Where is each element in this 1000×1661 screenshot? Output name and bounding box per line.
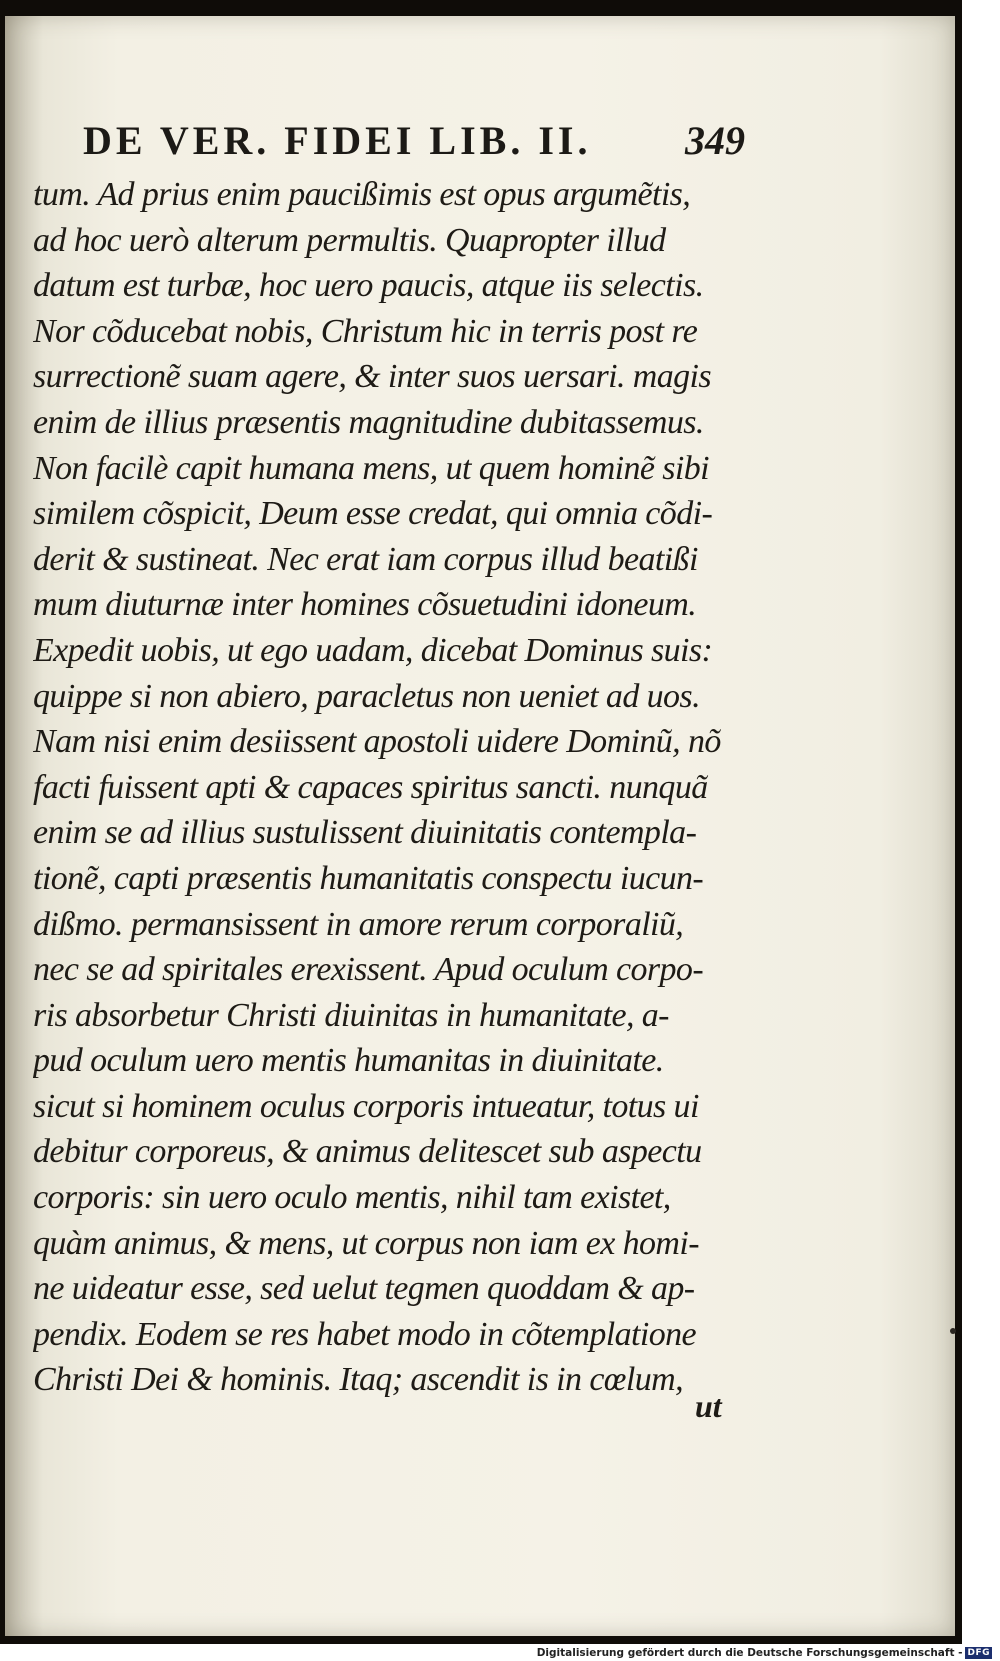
text-line: pud oculum uero mentis humanitas in diuinitate. xyxy=(33,1042,664,1080)
text-line: similem cõspicit, Deum esse credat, qui omnia cõdi- xyxy=(33,495,713,533)
text-line: Christi Dei & hominis. Itaq; ascendit is in cœlum, xyxy=(33,1361,683,1399)
credit-text: Digitalisierung gefördert durch die Deutsche Forschungsgemeinschaft - xyxy=(536,1647,963,1659)
text-line: surrectionẽ suam agere, & inter suos uersari. magis xyxy=(33,358,712,396)
text-line: quippe si non abiero, paracletus non ueniet ad uos. xyxy=(33,677,700,715)
text-line: corporis: sin uero oculo mentis, nihil tam existet, xyxy=(33,1179,671,1217)
text-line: ne uideatur esse, sed uelut tegmen quoddam & ap- xyxy=(33,1270,695,1308)
text-line: Nam nisi enim desiissent apostoli uidere Dominũ, nõ xyxy=(33,723,721,761)
text-line: tum. Ad prius enim paucißimis est opus argumẽtis, xyxy=(33,176,691,213)
text-line: pendix. Eodem se res habet modo in cõtemplatione xyxy=(33,1315,697,1353)
text-line: ris absorbetur Christi diuinitas in humanitate, a- xyxy=(33,996,669,1034)
text-block xyxy=(33,172,751,1403)
catchword: ut xyxy=(695,1388,722,1424)
text-line: Non facilè capit humana mens, ut quem hominẽ sibi xyxy=(33,449,710,487)
ink-speck xyxy=(950,1328,956,1334)
text-line: facti fuissent apti & capaces spiritus sancti. nunquã xyxy=(33,768,708,806)
book-page xyxy=(5,16,955,1636)
text-line: debitur corporeus, & animus delitescet sub aspectu xyxy=(33,1133,702,1171)
page-header xyxy=(83,108,745,164)
page-number: 349 xyxy=(685,118,745,163)
text-line: mum diuturnæ inter homines cõsuetudini idoneum. xyxy=(33,586,697,624)
text-line: Nor cõducebat nobis, Christum hic in terris post re xyxy=(33,312,698,350)
running-head: DE VER. FIDEI LIB. II. xyxy=(83,118,592,163)
text-line: quàm animus, & mens, ut corpus non iam ex homi- xyxy=(33,1224,699,1262)
text-line: enim se ad illius sustulissent diuinitatis contempla- xyxy=(33,814,697,852)
dfg-logo: DFG xyxy=(967,1648,990,1658)
text-line: enim de illius præsentis magnitudine dubitassemus. xyxy=(33,403,704,441)
text-line: tionẽ, capti præsentis humanitatis conspectu iucun- xyxy=(33,859,704,897)
text-line: Expedit uobis, ut ego uadam, dicebat Dominus suis: xyxy=(33,631,713,669)
text-line: derit & sustineat. Nec erat iam corpus illud beatißi xyxy=(33,540,698,578)
text-line: datum est turbæ, hoc uero paucis, atque iis selectis. xyxy=(33,267,704,305)
text-line: ad hoc uerò alterum permultis. Quapropter illud xyxy=(33,221,666,259)
text-line: dißmo. permansissent in amore rerum corporaliũ, xyxy=(33,905,684,943)
digitization-credit xyxy=(537,1647,992,1659)
text-line: nec se ad spiritales erexissent. Apud oculum corpo- xyxy=(33,951,704,989)
text-line: sicut si hominem oculus corporis intueatur, totus ui xyxy=(33,1087,699,1125)
